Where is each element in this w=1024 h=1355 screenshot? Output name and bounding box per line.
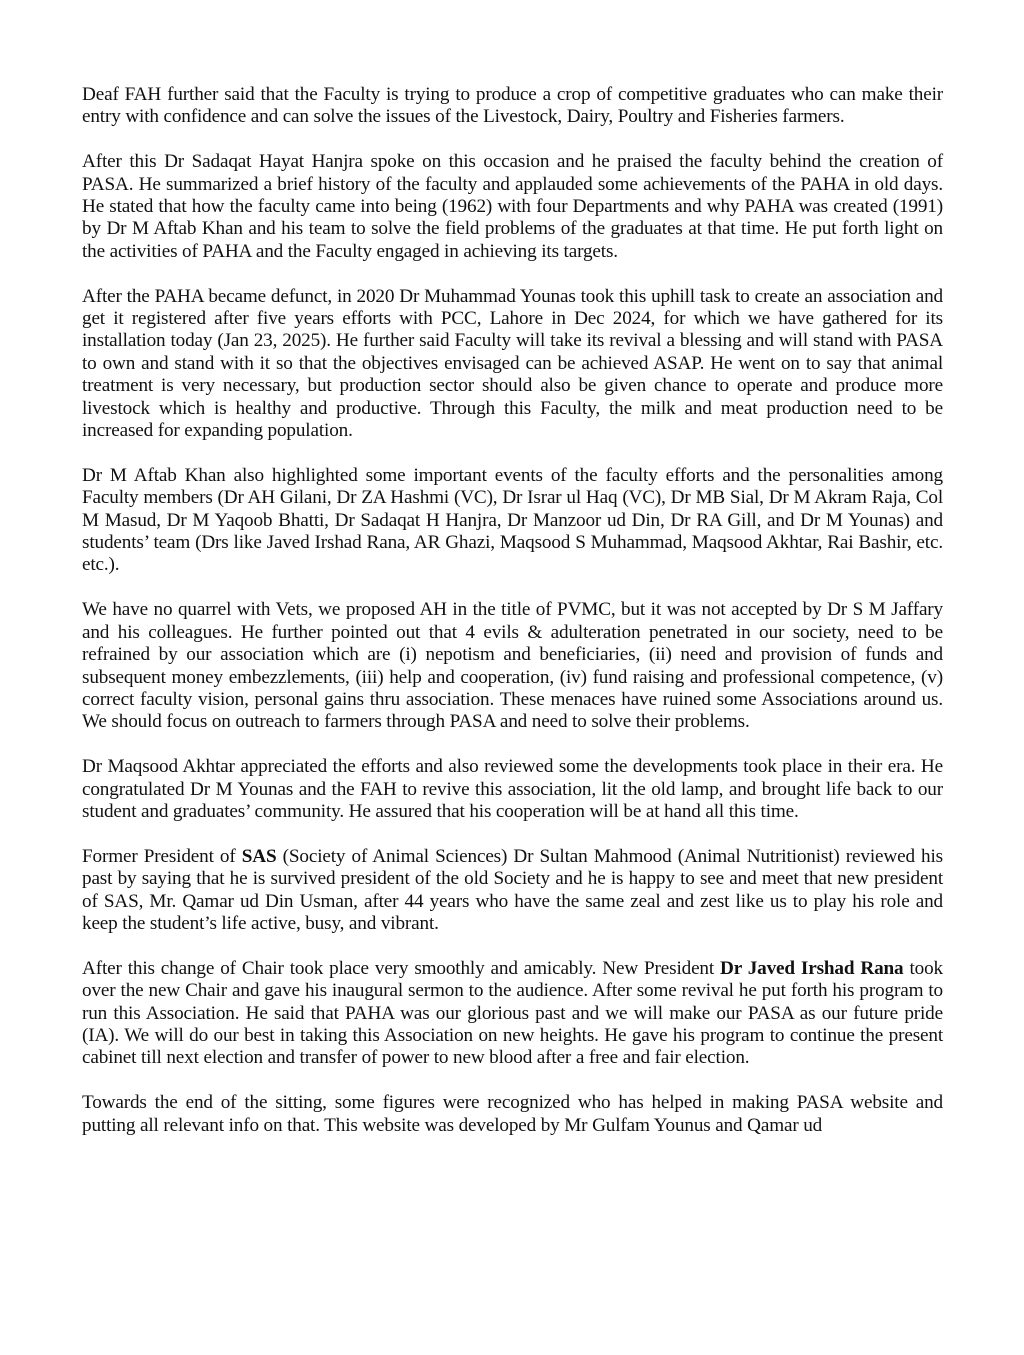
paragraph-text: Towards the end of the sitting, some figures were recognized who has helped in making PASA website and putting all relevant info on that. This website was developed by Mr Gulfam Younus and Qamar ud [82,1092,943,1136]
paragraph-maqsood-akhtar [82,756,943,823]
paragraph-sadaqat-hanjra [82,151,943,263]
paragraph-paha-defunct [82,286,943,443]
bold-text-sas: SAS [241,845,277,867]
paragraph-text: (Society of Animal Sciences) Dr Sultan Mahmood (Animal Nutritionist) reviewed his past by saying that he is survived president of the old Society and he is happy to see and meet that new president of SAS, Mr. Qamar ud Din Usman, after 44 years who have the same zeal and zest like us to play his role and keep the student’s life active, busy, and vibrant. [82,845,943,934]
paragraph-text: After this Dr Sadaqat Hayat Hanjra spoke on this occasion and he praised the faculty behind the creation of PASA. He summarized a brief history of the faculty and applauded some achievements of the PAHA in old days. He stated that how the faculty came into being (1962) with four Departments and why PAHA was created (1991) by Dr M Aftab Khan and his team to solve the field problems of the graduates at that time. He put forth light on the activities of PAHA and the Faculty engaged in achieving its targets. [82,151,943,262]
paragraph-faculty-goals [82,84,943,129]
paragraph-text: Dr M Aftab Khan also highlighted some important events of the faculty efforts and the personalities among Faculty members (Dr AH Gilani, Dr ZA Hashmi (VC), Dr Israr ul Haq (VC), Dr MB Sial, Dr M Akram Raja, Col M Masud, Dr M Yaqoob Bhatti, Dr Sadaqat H Hanjra, Dr Manzoor ud Din, Dr RA Gill, and Dr M Younas) and students’ team (Drs like Javed Irshad Rana, AR Ghazi, Maqsood S Muhammad, Maqsood Akhtar, Rai Bashir, etc. etc.). [82,464,943,576]
paragraph-text: took over the new Chair and gave his inaugural sermon to the audience. After some revival he put forth his program to run this Association. He said that PAHA was our glorious past and we will make our PASA as our future pride (IA). We will do our best in taking this Association on new heights. He gave his program to continue the present cabinet till next election and transfer of power to new blood after a free and fair election. [82,957,943,1069]
paragraph-text: After the PAHA became defunct, in 2020 Dr Muhammad Younas took this uphill task to create an association and get it registered after five years efforts with PCC, Lahore in Dec 2024, for which we have gathered for its installation today (Jan 23, 2025). He further said Faculty will take its revival a blessing and will stand with PASA to own and stand with it so that the objectives envisaged can be achieved ASAP. He went on to say that animal treatment is very necessary, but production sector should also be given chance to operate and produce more livestock which is healthy and productive. Through this Faculty, the milk and meat production need to be increased for expanding population. [82,285,943,442]
paragraph-text: Dr Maqsood Akhtar appreciated the efforts and also reviewed some the developments took place in their era. He congratulated Dr M Younas and the FAH to revive this association, lit the old lamp, and brought life back to our student and graduates’ community. He assured that his cooperation will be at hand all this time. [82,756,943,822]
paragraph-text: We have no quarrel with Vets, we proposed AH in the title of PVMC, but it was not accepted by Dr S M Jaffary and his colleagues. He further pointed out that 4 evils & adulteration penetrated in our society, need to be refrained by our association which are (i) nepotism and beneficiaries, (ii) need and provision of funds and subsequent money embezzlements, (iii) help and cooperation, (iv) fund raising and professional competence, (v) correct faculty vision, personal gains thru association. These menaces have ruined some Associations around us. We should focus on outreach to farmers through PASA and need to solve their problems. [82,599,943,733]
paragraph-website-recognition [82,1092,943,1137]
paragraph-sas-former-president [82,846,943,936]
document-page [82,84,943,1159]
paragraph-text: Deaf FAH further said that the Faculty is trying to produce a crop of competitive graduates who can make their entry with confidence and can solve the issues of the Livestock, Dairy, Poultry and Fisheries farmers. [82,84,943,128]
paragraph-new-president [82,958,943,1070]
paragraph-text: After this change of Chair took place very smoothly and amicably. New President [82,957,721,979]
paragraph-aftab-khan [82,465,943,577]
bold-text-president-name: Dr Javed Irshad Rana [720,957,904,979]
paragraph-text: Former President of [82,845,242,867]
paragraph-vets-quarrel [82,599,943,733]
